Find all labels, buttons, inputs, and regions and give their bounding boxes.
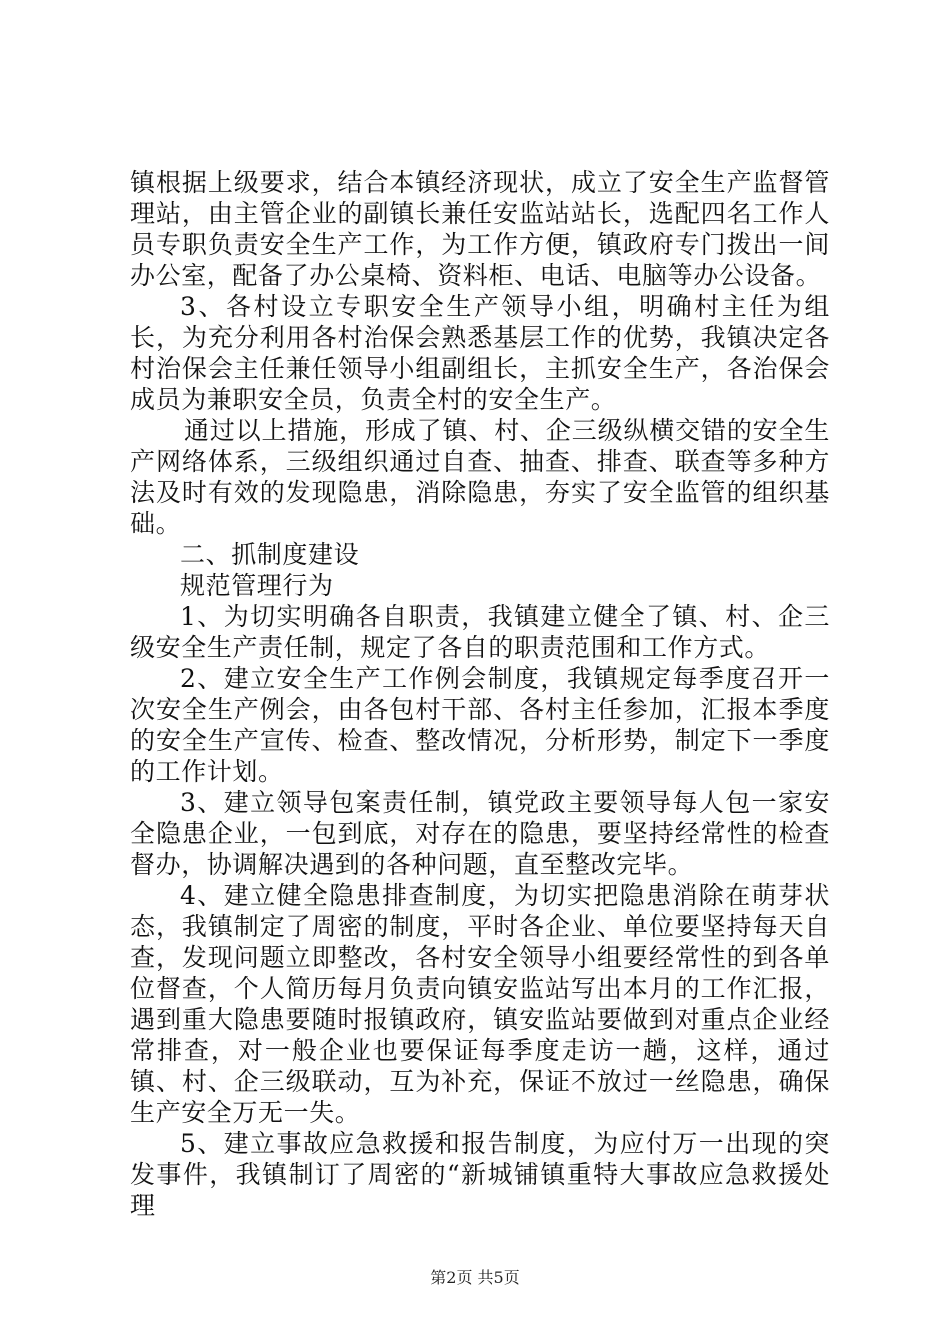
paragraph-1: 镇根据上级要求，结合本镇经济现状，成立了安全生产监督管理站，由主管企业的副镇长兼任安监站站长，选配四名工作人员专职负责安全生产工作，为工作方便，镇政府专门拨出一间办公室，配备了办公桌椅、资料柜、电话、电脑等办公设备。 (130, 168, 830, 290)
paragraph-3: 通过以上措施，形成了镇、村、企三级纵横交错的安全生产网络体系，三级组织通过自查、抽查、排查、联查等多种方法及时有效的发现隐患，消除隐患，夯实了安全监管的组织基础。 (130, 416, 830, 538)
paragraph-7: 4、建立健全隐患排查制度，为切实把隐患消除在萌芽状态，我镇制定了周密的制度，平时各企业、单位要坚持每天自查，发现问题立即整改，各村安全领导小组要经常性的到各单位督查，个人简历每月负责向镇安监站写出本月的工作汇报，遇到重大隐患要随时报镇政府，镇安监站要做到对重点企业经常排查，对一般企业也要保证每季度走访一趟，这样，通过镇、村、企三级联动，互为补充，保证不放过一丝隐患，确保生产安全万无一失。 (130, 881, 830, 1127)
document-body (130, 167, 830, 1221)
paragraph-6: 3、建立领导包案责任制，镇党政主要领导每人包一家安全隐患企业，一包到底，对存在的隐患，要坚持经常性的检查督办，协调解决遇到的各种问题，直至整改完毕。 (130, 788, 830, 879)
paragraph-8: 5、建立事故应急救援和报告制度，为应付万一出现的突发事件，我镇制订了周密的“新城铺镇重特大事故应急救援处理 (130, 1129, 830, 1220)
section-heading: 二、抓制度建设 (180, 540, 360, 569)
page-number-footer: 第2页 共5页 (430, 1268, 520, 1287)
paragraph-5: 2、建立安全生产工作例会制度，我镇规定每季度召开一次安全生产例会，由各包村干部、各村主任参加，汇报本季度的安全生产宣传、检查、整改情况，分析形势，制定下一季度的工作计划。 (130, 664, 830, 786)
section-subheading: 规范管理行为 (180, 571, 334, 600)
paragraph-2: 3、各村设立专职安全生产领导小组，明确村主任为组长，为充分利用各村治保会熟悉基层工作的优势，我镇决定各村治保会主任兼任领导小组副组长，主抓安全生产，各治保会成员为兼职安全员，负责全村的安全生产。 (130, 292, 830, 414)
paragraph-4: 1、为切实明确各自职责，我镇建立健全了镇、村、企三级安全生产责任制，规定了各自的职责范围和工作方式。 (130, 602, 830, 662)
